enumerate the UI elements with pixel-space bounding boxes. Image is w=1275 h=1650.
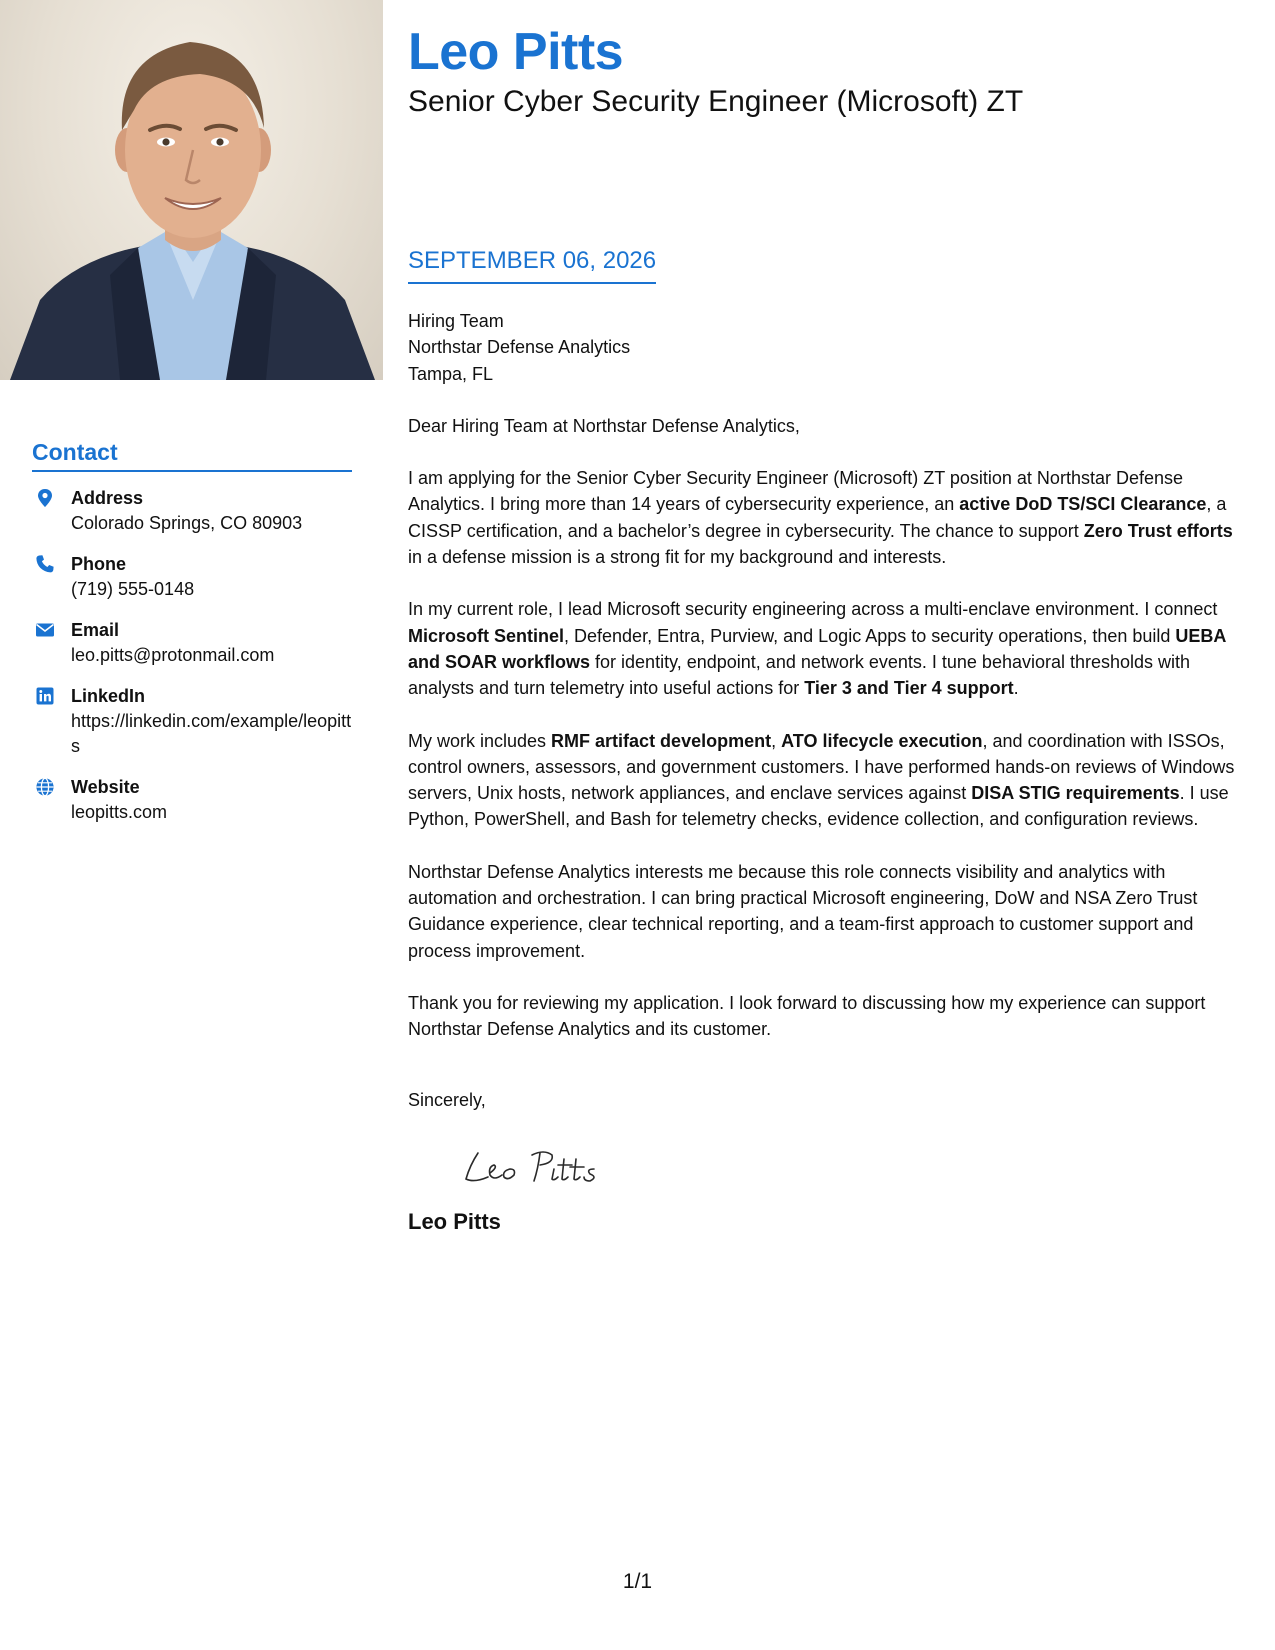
paragraph-text: , and coordination with ISSOs, control owners, assessors, and government customers. I have performed hands-on reviews of Windows servers, Unix hosts, network appliances, and enclave services against (408, 730, 1235, 804)
email-value[interactable]: leo.pitts@protonmail.com (71, 645, 275, 665)
page-number: 1/1 (622, 1570, 653, 1593)
recipient-line: Northstar Defense Analytics (408, 337, 631, 358)
contact-label: Phone (71, 554, 127, 574)
paragraph-work (408, 728, 1250, 833)
map-pin-icon (35, 488, 55, 508)
paragraph-text: in a defense mission is a strong fit for my background and interests. (408, 547, 947, 568)
recipient-block (408, 308, 1250, 387)
contact-email (32, 618, 352, 668)
contact-linkedin (32, 684, 352, 759)
envelope-icon (35, 620, 55, 640)
letter-body (408, 308, 1250, 1235)
paragraph-highlight: UEBA and SOAR workflows (408, 625, 1226, 672)
website-value[interactable]: leopitts.com (71, 802, 168, 822)
letter-date: SEPTEMBER 06, 2026 (408, 246, 656, 284)
signature (458, 1145, 628, 1191)
linkedin-icon (35, 686, 55, 706)
closing: Sincerely, (408, 1089, 486, 1110)
linkedin-value[interactable]: https://linkedin.com/example/leopitts (71, 711, 352, 756)
applicant-name: Leo Pitts (408, 23, 624, 81)
recipient-line: Hiring Team (408, 311, 504, 331)
contact-label: LinkedIn (71, 686, 146, 706)
salutation: Dear Hiring Team at Northstar Defense Analytics, (408, 415, 800, 436)
phone-value: (719) 555-0148 (71, 579, 195, 599)
job-title: Senior Cyber Security Engineer (Microsoft) ZT (408, 85, 1024, 118)
paragraph-highlight: RMF artifact development (551, 730, 772, 751)
paragraph-text: , Defender, Entra, Purview, and Logic Apps to security operations, then build (564, 625, 1176, 646)
paragraph-text: . (1013, 678, 1019, 699)
contact-address (32, 486, 352, 536)
signer-name: Leo Pitts (408, 1208, 501, 1234)
address-value: Colorado Springs, CO 80903 (71, 513, 303, 533)
paragraph-highlight: Tier 3 and Tier 4 support (804, 678, 1014, 699)
paragraph-highlight: DISA STIG requirements (971, 783, 1180, 804)
contact-sidebar (32, 437, 352, 825)
paragraph-text: , a CISSP certification, and a bachelor’s degree in cybersecurity. The chance to support (408, 494, 1227, 541)
profile-photo (0, 0, 383, 380)
contact-heading: Contact (32, 437, 352, 472)
paragraph-text: , (771, 730, 782, 751)
contact-website (32, 775, 352, 825)
paragraph-highlight: Zero Trust efforts (1083, 520, 1233, 541)
paragraph-text: In my current role, I lead Microsoft security engineering across a multi-enclave environment. I connect (408, 599, 1218, 620)
paragraph-thanks: Thank you for reviewing my application. I look forward to discussing how my experience can support Northstar Defense Analytics and its customer. (408, 992, 1206, 1040)
headshot-photo (0, 0, 383, 380)
paragraph-text: I am applying for the Senior Cyber Security Engineer (Microsoft) ZT position at Northstar Defense Analytics. I bring more than 14 years of cybersecurity experience, an (408, 468, 1184, 515)
globe-icon (35, 777, 55, 797)
paragraph-text: for identity, endpoint, and network events. I tune behavioral thresholds with analysts and turn telemetry into useful actions for (408, 651, 1191, 699)
phone-icon (35, 554, 55, 574)
paragraph-interest: Northstar Defense Analytics interests me because this role connects visibility and analytics with automation and orchestration. I can bring practical Microsoft engineering, DoW and NSA Zero Trust Guidance experience, clear technical reporting, and a team-first approach to customer support and process improvement. (408, 861, 1198, 961)
recipient-line: Tampa, FL (408, 363, 494, 384)
contact-label: Email (71, 620, 120, 640)
contact-phone (32, 552, 352, 602)
contact-label: Address (71, 488, 144, 508)
paragraph-current-role (408, 596, 1250, 701)
paragraph-text: My work includes (408, 730, 552, 751)
paragraph-highlight: ATO lifecycle execution (781, 730, 983, 751)
paragraph-text: . I use Python, PowerShell, and Bash for telemetry checks, evidence collection, and configuration reviews. (408, 783, 1229, 830)
paragraph-highlight: active DoD TS/SCI Clearance (959, 494, 1207, 515)
contact-label: Website (71, 777, 140, 797)
paragraph-highlight: Microsoft Sentinel (408, 625, 565, 646)
paragraph-intro (408, 465, 1250, 570)
